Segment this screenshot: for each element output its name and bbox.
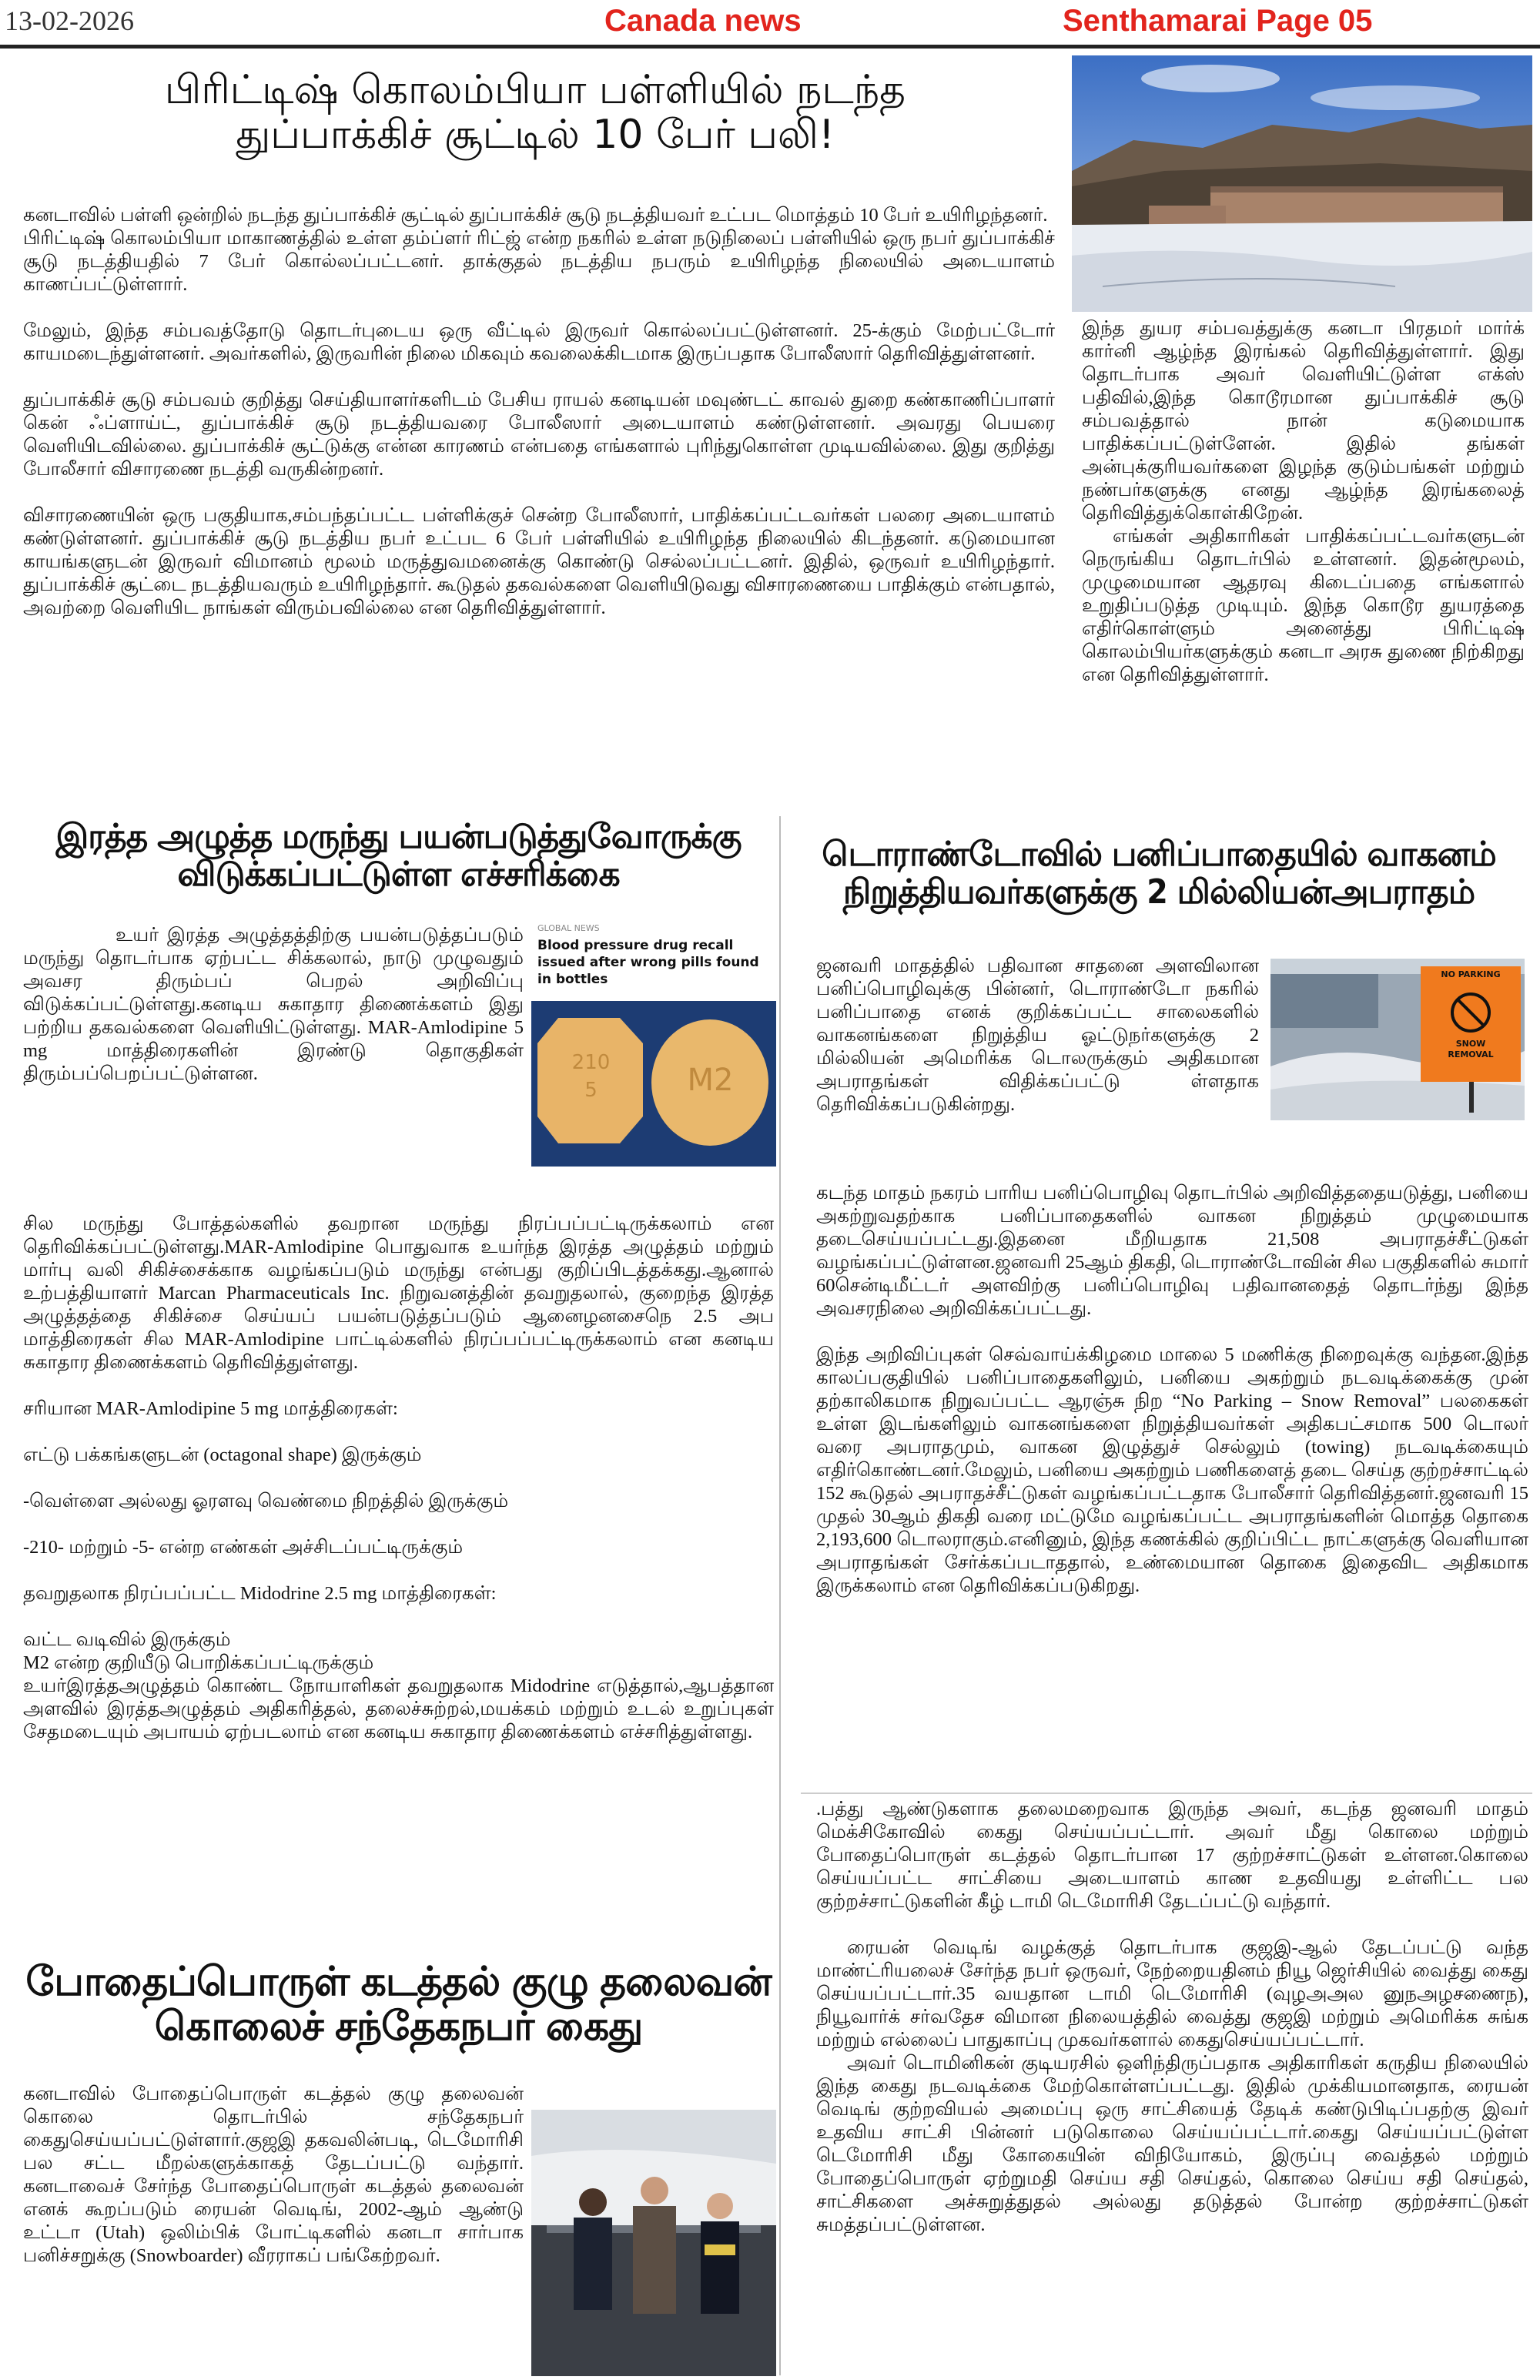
image-caption: Blood pressure drug recall issued after wrong pills found in bottles <box>537 938 759 987</box>
article3-headline <box>789 835 1528 928</box>
sign-text-snow: SNOW <box>1455 1039 1486 1049</box>
article1-headline-line2: துப்பாக்கிச் சூட்டில் 10 பேர் பலி! <box>236 112 835 159</box>
pill-imprint-bottom: 5 <box>584 1079 598 1102</box>
article2-body <box>23 1213 774 1936</box>
article1-side-paragraph: இந்த துயர சம்பவத்துக்கு கனடா பிரதமர் மார்க் கார்னி ஆழ்ந்த இரங்கல் தெரிவித்துள்ளார். இது தொடர்பாக அவர் வெளியிட்டுள்ள எக்ஸ் பதிவில்,இந்த கொடூரமான துப்பாக்கிச் சூடு சம்பவத்தால் நான் கடுமையாக பாதிக்கப்பட்டுள்ளேன். இதில் தங்கள் அன்புக்குரியவர்களை இழந்த குடும்பங்கள் மற்றும் நண்பர்களுக்கு எனது ஆழ்ந்த இரங்கலைத் தெரிவித்துக்கொள்கிறேன். <box>1082 318 1525 524</box>
article2-headline-line2: விடுக்கப்பட்டுள்ள எச்சரிக்கை <box>177 855 620 895</box>
article2-headline <box>23 818 774 910</box>
article1-paragraph: துப்பாக்கிச் சூடு சம்பவம் குறித்து செய்தியாளர்களிடம் பேசிய ராயல் கனடியன் மவுண்டட் காவல் துறை கண்காணிப்பாளர் கென் ஃப்ளாய்ட், துப்பாக்கிச் சூடு நடத்தியவரை போலீஸார் அடையாளம் கண்டுள்ளனர். அவரது பெயரை வெளியிடவில்லை. துப்பாக்கிச் சூட்டுக்கு என்ன காரணம் என்பதை எங்களால் புரிந்துகொள்ள முடியவில்லை. இது குறித்து போலீசார் விசாரணை நடத்தி வருகின்றனர். <box>23 390 1055 480</box>
article3-intro <box>816 955 1259 1163</box>
article3-headline-line1: டொராண்டோவில் பனிப்பாதையில் வாகனம் <box>822 835 1496 874</box>
article2-paragraph: உயர்இரத்தஅழுத்தம் கொண்ட நோயாளிகள் தவறுதலாக Midodrine எடுத்தால்,ஆபத்தான அளவில் இரத்தஅழுத்தம் அதிகரித்தல், தலைச்சுற்றல்,மயக்கம் மற்றும் உடல் உறுப்புகள் சேதமடையும் அபாயம் ஏற்படலாம் என கனடிய சுகாதார திணைக்களம் எச்சரித்துள்ளது. <box>23 1675 774 1742</box>
page-label: Senthamarai Page 05 <box>1063 4 1373 38</box>
article3-body <box>816 1182 1528 1790</box>
article1-paragraph: மேலும், இந்த சம்பவத்தோடு தொடர்புடைய ஒரு வீட்டில் இருவர் கொல்லப்பட்டுள்ளனர். 25-க்கும் மேற்பட்டோர் காயமடைந்துள்ளனர். அவர்களில், இருவரின் நிலை மிகவும் கவலைக்கிடமாக இருப்பதாக போலீஸார் தெரிவித்துள்ளனர். <box>23 320 1055 364</box>
article1-body <box>23 204 1055 812</box>
sign-text-removal: REMOVAL <box>1448 1049 1494 1059</box>
article4-paragraph: ரையன் வெடிங் வழக்குத் தொடர்பாக குஜஇ-ஆல் தேடப்பட்டு வந்த மாண்ட்ரியலைச் சேர்ந்த நபர் ஒருவர், நேற்றையதினம் நியூ ஜெர்சியில் வைத்து கைது செய்யப்பட்டார்.35 வயதான டாமி டெமோரிசி (வுழஅஅல னுநஅழசணைந), நியூவார்க் சர்வதேச விமான நிலையத்தில் வைத்து குஜஇ மற்றும் அமெரிக்க சுங்க மற்றும் எல்லைப் பாதுகாப்பு முகவர்களால் கைதுசெய்யப்பட்டார். <box>816 1937 1528 2050</box>
article2-paragraph: M2 என்ற குறியீடு பொறிக்கப்பட்டிருக்கும் <box>23 1652 374 1673</box>
article1-side-paragraph: எங்கள் அதிகாரிகள் பாதிக்கப்பட்டவர்களுடன் நெருங்கிய தொடர்பில் உள்ளனர். இதன்மூலம், முழுமையான ஆதரவு கிடைப்பதை எங்களால் உறுதிப்படுத்த முடியும். இந்த கொடூர துயரத்தை எதிர்கொள்ளும் அனைத்து பிரிட்டிஷ் கொலம்பியர்களுக்கும் கனடா அரசு துணை நிற்கிறது என தெரிவித்துள்ளார். <box>1082 526 1525 685</box>
article2-paragraph: வட்ட வடிவில் இருக்கும் <box>23 1629 231 1650</box>
article4-headline-line1: போதைப்பொருள் கடத்தல் குழு தலைவன் <box>25 1960 772 2005</box>
article2-paragraph: தவறுதலாக நிரப்பப்பட்ட Midodrine 2.5 mg மாத்திரைகள்: <box>23 1583 497 1604</box>
snow-sign-photo <box>1270 959 1525 1120</box>
article1-paragraph: கனடாவில் பள்ளி ஒன்றில் நடந்த துப்பாக்கிச் சூட்டில் துப்பாக்கிச் சூடு நடத்தியவர் உட்பட மொத்தம் 10 பேர் உயிரிழந்தனர். <box>23 205 1048 226</box>
section-divider <box>801 1793 1532 1794</box>
pill-imprint-top: 210 <box>571 1051 611 1074</box>
article4-continuation <box>816 1798 1528 2372</box>
masthead <box>0 0 1540 49</box>
article4-headline-line2: கொலைச் சந்தேகநபர் கைது <box>154 2003 643 2050</box>
sign-text-top: NO PARKING <box>1441 969 1501 979</box>
article4-body <box>23 2083 524 2375</box>
article3-paragraph: கடந்த மாதம் நகரம் பாரிய பனிப்பொழிவு தொடர்பில் அறிவித்ததையடுத்து, பனியை அகற்றுவதற்காக பனிப்பாதைகளில் வாகன நிறுத்தம் முழுமையாக தடைசெய்யப்பட்டது.இதனை மீறியதாக 21,508 அபராதச்சீட்டுகள் வழங்கப்பட்டுள்ளன.ஜனவரி 25ஆம் திகதி, டொராண்டோவின் சில பகுதிகளில் சுமார் 60சென்டிமீட்டர் அளவிற்கு பனிப்பொழிவு பதிவானதைத் தொடர்ந்து இந்த அவசரநிலை அறிவிக்கப்பட்டது. <box>816 1183 1528 1319</box>
article1-paragraph: பிரிட்டிஷ் கொலம்பியா மாகாணத்தில் உள்ள தம்ப்ளர் ரிட்ஜ் என்ற நகரில் உள்ள நடுநிலைப் பள்ளியில் ஒரு நபர் துப்பாக்கிச் சூடு நடத்தியதில் 7 பேர் கொல்லப்பட்டனர். தாக்குதல் நடத்திய நபரும் உயிரிழந்த நிலையில் அடையாளம் காணப்பட்டுள்ளார். <box>23 228 1055 295</box>
article2-paragraph: உயர் இரத்த அழுத்தத்திற்கு பயன்படுத்தப்படும் மருந்து தொடர்பாக ஏற்பட்ட சிக்கலால், நாடு முழுவதும் அவசர திரும்பப் பெறல் அறிவிப்பு விடுக்கப்பட்டுள்ளது.கனடிய சுகாதார திணைக்களம் இது பற்றிய தகவல்களை வெளியிட்டுள்ளது. MAR-Amlodipine 5 mg மாத்திரைகளின் இரண்டு தொகுதிகள் திரும்பப்பெறப்பட்டுள்ளன. <box>23 925 524 1084</box>
arrest-photo <box>531 2110 776 2376</box>
image-logo: GLOBAL NEWS <box>537 923 600 933</box>
article2-paragraph: -210- மற்றும் -5- என்ற எண்கள் அச்சிடப்பட்டிருக்கும் <box>23 1537 464 1558</box>
article4-paragraph: கனடாவில் போதைப்பொருள் கடத்தல் குழு தலைவன் கொலை தொடர்பில் சந்தேகநபர் கைதுசெய்யப்பட்டுள்ளார்.குஜஇ தகவலின்படி, டெமோரிசி பல சட்ட மீறல்களுக்காகத் தேடப்பட்டு வந்தார். கனடாவைச் சேர்ந்த போதைப்பொருள் கடத்தல் தலைவன் எனக் கூறப்படும் ரையன் வெடிங், 2002-ஆம் ஆண்டு உட்டா (Utah) ஒலிம்பிக் போட்டிகளில் கனடா சார்பாக பனிச்சறுக்கு (Snowboarder) வீரராகப் பங்கேற்றவர். <box>23 2084 524 2266</box>
article2-paragraph: சரியான MAR-Amlodipine 5 mg மாத்திரைகள்: <box>23 1398 398 1419</box>
article3-paragraph: இந்த அறிவிப்புகள் செவ்வாய்க்கிழமை மாலை 5 மணிக்கு நிறைவுக்கு வந்தன.இந்த காலப்பகுதியில் பனிப்பாதைகளிலும், பனியை அகற்றும் நடவடிக்கைக்கு முன் தற்காலிகமாக நிறுவப்பட்ட ஆரஞ்சு நிற “No Parking – Snow Removal” பலகைகள் உள்ள இடங்களிலும் வாகனங்களை நிறுத்தியவர்கள் அதிகபட்சமாக 500 டொலர் வரை அபராதமும், வாகன இழுத்துச் செல்லும் (towing) நடவடிக்கையும் எதிர்கொண்டனர்.மேலும், பனியை அகற்றும் பணிகளைத் தடை செய்த குற்றச்சாட்டில் 152 கூடுதல் அபராதச்சீட்டுகள் வழங்கப்பட்டதாக போலீசார் தெரிவித்தனர்.ஜனவரி 15 முதல் 30ஆம் திகதி வரை மட்டுமே வழங்கப்பட்ட அபராதங்களின் மொத்த தொகை 2,193,600 டொலராகும்.எனினும், இந்த கணக்கில் குறிப்பிட்ட நாட்களுக்கு வெளியான அபராதங்கள் சேர்க்கப்படாததால், உண்மையான தொகை இதைவிட அதிகமாக இருக்கலாம் என தெரிவிக்கப்படுகிறது. <box>816 1344 1528 1596</box>
article1-headline <box>23 68 1047 191</box>
article2-paragraph: -வெள்ளை அல்லது ஓரளவு வெண்மை நிறத்தில் இருக்கும் <box>23 1491 509 1511</box>
article4-paragraph: அவர் டொமினிகன் குடியரசில் ஒளிந்திருப்பதாக அதிகாரிகள் கருதிய நிலையில் இந்த கைது நடவடிக்கை மேற்கொள்ளப்பட்டது. இதில் முக்கியமானதாக, ரையன் வெடிங் குற்றவியல் அமைப்பு ஒரு சாட்சியைத் தேடிக் கண்டுபிடிப்பதற்கு இவர் உதவிய சாட்சி பின்னர் படுகொலை செய்யப்பட்டார்.கைது செய்யப்பட்டுள்ள டெமோரிசி மீது கோகையின் விநியோகம், இருப்பு வைத்தல் மற்றும் போதைப்பொருள் ஏற்றுமதி செய்ய சதி செய்தல், கொலை செய்ய சதி செய்தல், சாட்சிகளை அச்சுறுத்துதல் அல்லது தடுத்தல் போன்ற குற்றச்சாட்டுகள் சுமத்தப்பட்டுள்ளன. <box>816 2053 1528 2235</box>
article3-headline-line2: நிறுத்தியவர்களுக்கு 2 மில்லியன்அபராதம் <box>842 872 1475 912</box>
column-divider <box>779 816 781 2375</box>
article2-intro <box>23 924 524 1201</box>
article1-side-body <box>1082 317 1525 810</box>
article2-paragraph: எட்டு பக்கங்களுடன் (octagonal shape) இருக்கும் <box>23 1444 422 1465</box>
article2-headline-line1: இரத்த அழுத்த மருந்து பயன்படுத்துவோருக்கு <box>55 818 742 856</box>
article4-headline <box>23 1960 774 2075</box>
issue-date: 13-02-2026 <box>5 5 134 36</box>
pill-photo <box>531 920 776 1167</box>
article2-paragraph: சில மருந்து போத்தல்களில் தவறான மருந்து நிரப்பப்பட்டிருக்கலாம் என தெரிவிக்கப்பட்டுள்ளது.MAR-Amlodipine பொதுவாக உயர்ந்த இரத்த அழுத்தம் மற்றும் மார்பு வலி சிகிச்சைக்காக வழங்கப்படும் மருந்து என்பது குறிப்பிடத்தக்கது.ஆனால் உற்பத்தியாளர் Marcan Pharmaceuticals Inc. நிறுவனத்தின் தவறுதலால், குறைந்த இரத்த அழுத்தத்தை சிகிச்சை செய்யப் பயன்படுத்தப்படும் ஆனைழனசைநெ 2.5 அப மாத்திரைகள் சில MAR-Amlodipine பாட்டில்களில் நிரப்பப்பட்டிருக்கலாம் என கனடிய சுகாதார திணைக்களம் தெரிவித்துள்ளது. <box>23 1213 774 1373</box>
section-title: Canada news <box>604 4 802 38</box>
article1-paragraph: விசாரணையின் ஒரு பகுதியாக,சம்பந்தப்பட்ட பள்ளிக்குச் சென்ற போலீஸார், பாதிக்கப்பட்டவர்கள் பலரை அடையாளம் கண்டுள்ளனர். துப்பாக்கிச் சூடு நடத்திய நபர் உட்பட 6 பேர் பள்ளியில் உயிரிழந்த நிலையில் கிடந்தனர். கடுமையான காயங்களுடன் இருவர் விமானம் மூலம் மருத்துவமனைக்கு கொண்டு செல்லப்பட்டனர். இதில், ஒருவர் உயிரிழந்தார். துப்பாக்கிச் சூட்டை நடத்தியவரும் உயிரிழந்தார். கூடுதல் தகவல்களை வெளியிடுவது விசாரணையை பாதிக்கும் என்பதால், அவற்றை வெளியிட நாங்கள் விரும்பவில்லை என தெரிவித்துள்ளார். <box>23 505 1055 618</box>
article1-headline-line1: பிரிட்டிஷ் கொலம்பியா பள்ளியில் நடந்த <box>164 68 906 113</box>
school-photo <box>1072 55 1532 312</box>
article4-paragraph: .பத்து ஆண்டுகளாக தலைமறைவாக இருந்த அவர், கடந்த ஜனவரி மாதம் மெக்சிகோவில் கைது செய்யப்பட்டார். அவர் மீது கொலை மற்றும் போதைப்பொருள் கடத்தல் தொடர்பான 17 குற்றச்சாட்டுகள் உள்ளன.கொலை செய்யப்பட்ட சாட்சியை அடையாளம் காண உதவியது உள்ளிட்ட பல குற்றச்சாட்டுகளின் கீழ் டாமி டெமோரிசி தேடப்பட்டு வந்தார். <box>816 1799 1528 1912</box>
article3-paragraph: ஜனவரி மாதத்தில் பதிவான சாதனை அளவிலான பனிப்பொழிவுக்கு பின்னர், டொராண்டோ நகரில் பனிப்பாதை எனக் குறிக்கப்பட்ட சாலைகளில் வாகனங்களை நிறுத்திய ஓட்டுநர்களுக்கு 2 மில்லியன் அமெரிக்க டொலருக்கும் அதிகமான அபராதங்கள் விதிக்கப்பட்டு ள்ளதாக தெரிவிக்கப்படுகின்றது. <box>816 956 1259 1115</box>
pill-imprint-m2: M2 <box>687 1063 734 1098</box>
